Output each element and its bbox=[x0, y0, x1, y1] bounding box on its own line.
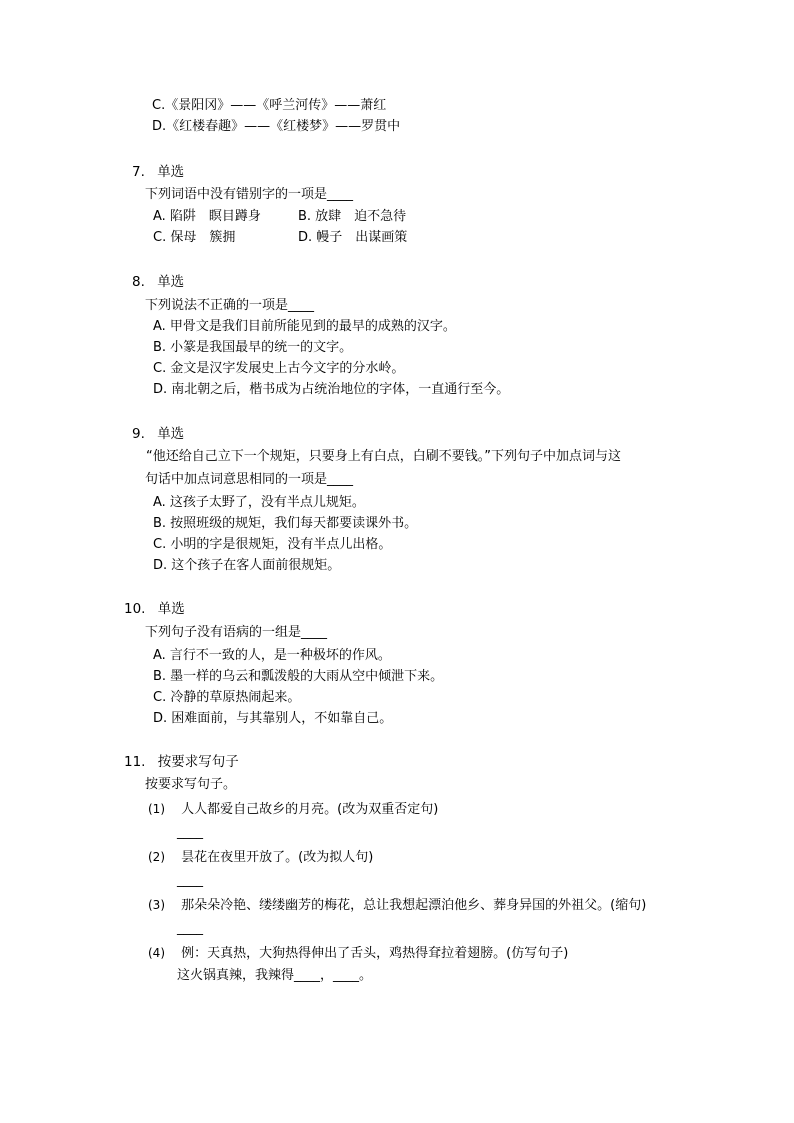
q10-number: 10. bbox=[124, 601, 146, 617]
q11-item-answer-blank[interactable]: ____ bbox=[177, 873, 203, 888]
q9-option: C. 小明的字是很规矩，没有半点儿出格。 bbox=[153, 537, 392, 552]
q11-item-1 bbox=[148, 799, 438, 820]
q9-stem-line1: “他还给自己立下一个规矩，只要身上有白点，白刷不要钱。”下列句子中加点词与这 bbox=[146, 449, 621, 464]
q7-type: 单选 bbox=[157, 164, 185, 180]
q8-header bbox=[132, 272, 184, 292]
q8-stem: 下列说法不正确的一项是____ bbox=[145, 298, 315, 313]
q9-type: 单选 bbox=[157, 426, 185, 442]
q10-option: A. 言行不一致的人，是一种极坏的作风。 bbox=[153, 648, 391, 663]
q8-number: 8. bbox=[132, 274, 145, 290]
q11-item-number: (3) bbox=[148, 898, 165, 912]
q7-option-a: A. 陷阱 瞑目蹲身 bbox=[153, 209, 261, 224]
q6-option-c: C.《景阳冈》——《呼兰河传》——萧红 bbox=[152, 98, 387, 113]
q10-header bbox=[124, 599, 185, 619]
q11-item-answer-blank[interactable]: ____ bbox=[177, 825, 203, 840]
q10-option: D. 困难面前，与其靠别人，不如靠自己。 bbox=[153, 711, 393, 726]
q7-stem: 下列词语中没有错别字的一项是____ bbox=[145, 187, 354, 202]
q8-type: 单选 bbox=[157, 274, 185, 290]
q11-stem: 按要求写句子。 bbox=[145, 777, 237, 792]
q9-number: 9. bbox=[132, 426, 145, 442]
q7-option-b: B. 放肆 迫不急待 bbox=[298, 209, 407, 224]
q6-option-d: D.《红楼春趣》——《红楼梦》——罗贯中 bbox=[152, 119, 401, 134]
q11-item-text: 那朵朵冷艳、缕缕幽芳的梅花，总让我想起漂泊他乡、葬身异国的外祖父。(缩句) bbox=[181, 898, 647, 913]
q11-item-number: (1) bbox=[148, 802, 165, 816]
q9-stem-line2: 句话中加点词意思相同的一项是____ bbox=[145, 472, 354, 487]
q8-option: C. 金文是汉字发展史上古今文字的分水岭。 bbox=[153, 361, 405, 376]
q11-item-2 bbox=[148, 847, 373, 868]
q8-option: B. 小篆是我国最早的统一的文字。 bbox=[153, 340, 353, 355]
q11-number: 11. bbox=[124, 754, 146, 770]
q11-item-number: (4) bbox=[148, 946, 165, 960]
q8-option: D. 南北朝之后，楷书成为占统治地位的字体，一直通行至今。 bbox=[153, 382, 510, 397]
q7-option-c: C. 保母 簇拥 bbox=[153, 230, 236, 245]
q9-option: B. 按照班级的规矩，我们每天都要读课外书。 bbox=[153, 516, 418, 531]
q10-stem: 下列句子没有语病的一组是____ bbox=[145, 625, 328, 640]
q11-item-4 bbox=[148, 943, 568, 964]
q10-option: B. 墨一样的乌云和瓢泼般的大雨从空中倾泄下来。 bbox=[153, 669, 444, 684]
q11-item-text: 昙花在夜里开放了。(改为拟人句) bbox=[181, 850, 374, 865]
q11-item-answer-blank[interactable]: ____ bbox=[177, 921, 203, 936]
q11-type: 按要求写句子 bbox=[157, 754, 239, 770]
q7-option-d: D. 幔子 出谋画策 bbox=[298, 230, 408, 245]
q11-item-3 bbox=[148, 895, 646, 916]
q11-item-number: (2) bbox=[148, 850, 165, 864]
q7-number: 7. bbox=[132, 164, 145, 180]
q9-option: D. 这个孩子在客人面前很规矩。 bbox=[153, 558, 341, 573]
q9-option: A. 这孩子太野了，没有半点儿规矩。 bbox=[153, 495, 365, 510]
q8-option: A. 甲骨文是我们目前所能见到的最早的成熟的汉字。 bbox=[153, 319, 456, 334]
q11-item-text: 例：天真热，大狗热得伸出了舌头，鸡热得耷拉着翅膀。(仿写句子) bbox=[181, 946, 569, 961]
q11-item-text: 人人都爱自己故乡的月亮。(改为双重否定句) bbox=[181, 802, 439, 817]
q10-type: 单选 bbox=[157, 601, 185, 617]
q9-header bbox=[132, 424, 184, 444]
q7-header bbox=[132, 162, 184, 182]
q10-option: C. 冷静的草原热闹起来。 bbox=[153, 690, 301, 705]
q11-header bbox=[124, 752, 239, 772]
q11-item-answer-blank[interactable]: 这火锅真辣，我辣得____，____。 bbox=[177, 968, 373, 983]
